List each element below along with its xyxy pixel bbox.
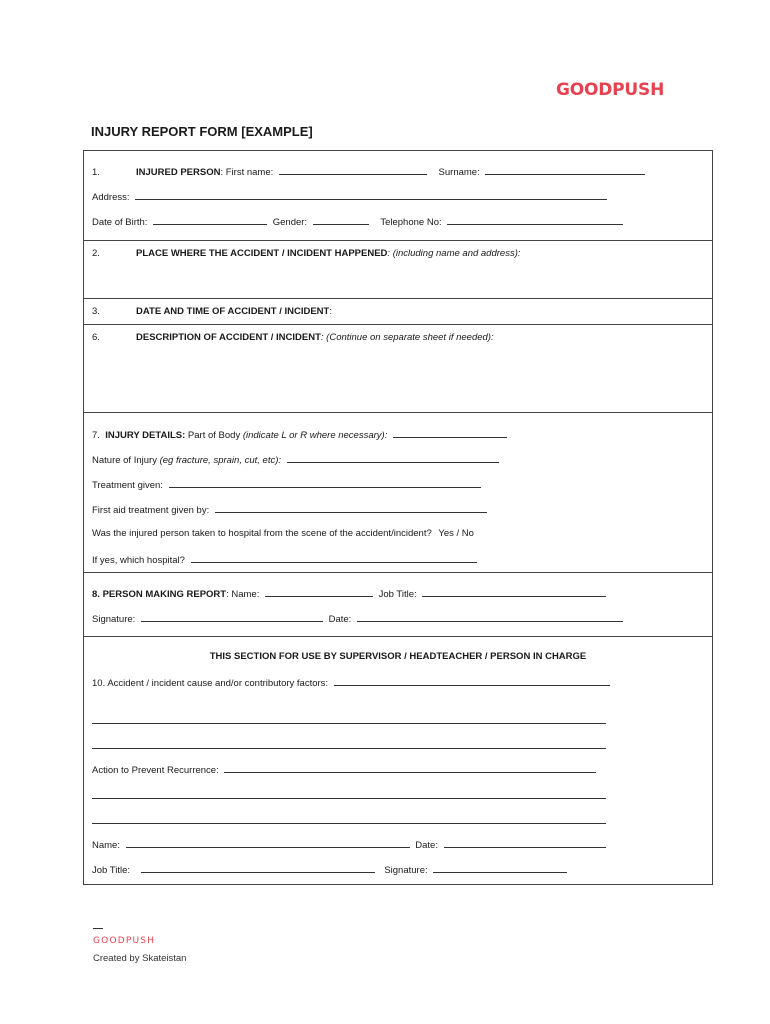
- section-heading: PLACE WHERE THE ACCIDENT / INCIDENT HAPPENED: [136, 248, 388, 259]
- which-hospital-label: If yes, which hospital?: [92, 555, 185, 566]
- injury-report-form: [83, 150, 713, 885]
- section-injury-details: [84, 413, 712, 573]
- section-date-time: [84, 299, 712, 325]
- supervisor-name-label: Name:: [92, 840, 120, 851]
- page-title: INJURY REPORT FORM [EXAMPLE]: [91, 124, 313, 139]
- prevent-field-line-3[interactable]: [92, 823, 606, 824]
- supervisor-date-label: Date:: [415, 840, 438, 851]
- reporter-signature-field[interactable]: [141, 612, 323, 622]
- first-name-field[interactable]: [279, 165, 427, 175]
- telephone-label: Telephone No:: [380, 217, 442, 228]
- section-place: [84, 241, 712, 299]
- supervisor-job-title-label: Job Title:: [92, 865, 131, 876]
- dob-label: Date of Birth:: [92, 217, 148, 228]
- supervisor-job-title-field[interactable]: [141, 863, 375, 873]
- part-of-body-label: Part of Body: [187, 430, 241, 441]
- prevent-field[interactable]: [224, 763, 596, 773]
- section-heading: INJURED PERSON: [136, 167, 221, 178]
- gender-label: Gender:: [272, 217, 308, 228]
- first-aid-label: First aid treatment given by:: [92, 505, 210, 516]
- section-note: : (including name and address):: [387, 248, 521, 259]
- nature-note: (eg fracture, sprain, cut, etc):: [159, 455, 282, 466]
- cause-field-line-3[interactable]: [92, 748, 606, 749]
- section-note: : (Continue on separate sheet if needed):: [320, 332, 494, 343]
- section-heading: DATE AND TIME OF ACCIDENT / INCIDENT: [136, 306, 330, 317]
- nature-label: Nature of Injury: [92, 455, 157, 466]
- cause-field-line-2[interactable]: [92, 723, 606, 724]
- address-label: Address:: [92, 192, 130, 203]
- reporter-name-label: : Name:: [226, 589, 260, 600]
- section-supervisor: [84, 637, 712, 886]
- reporter-date-label: Date:: [328, 614, 352, 625]
- telephone-field[interactable]: [447, 215, 623, 225]
- surname-field[interactable]: [485, 165, 645, 175]
- section-heading: INJURY DETAILS:: [105, 430, 186, 441]
- first-aid-field[interactable]: [215, 503, 487, 513]
- section-description: [84, 325, 712, 413]
- section-person-reporting: [84, 573, 712, 637]
- section-number: 2.: [92, 248, 100, 259]
- which-hospital-field[interactable]: [191, 553, 477, 563]
- yes-no-option[interactable]: Yes / No: [438, 528, 474, 539]
- footer-credit: Created by Skateistan: [93, 953, 187, 964]
- section-number: 3.: [92, 306, 100, 317]
- section-number: 1.: [92, 167, 100, 178]
- section-number: 8.: [92, 589, 100, 600]
- reporter-date-field[interactable]: [357, 612, 623, 622]
- nature-field[interactable]: [287, 453, 499, 463]
- footer-divider: [93, 928, 103, 929]
- supervisor-name-field[interactable]: [126, 838, 410, 848]
- footer-logo: GOODPUSH: [93, 936, 156, 946]
- address-field[interactable]: [135, 190, 607, 200]
- section-heading: PERSON MAKING REPORT: [102, 589, 227, 600]
- reporter-signature-label: Signature:: [92, 614, 136, 625]
- supervisor-heading: THIS SECTION FOR USE BY SUPERVISOR / HEADTEACHER / PERSON IN CHARGE: [209, 651, 587, 662]
- dob-field[interactable]: [153, 215, 267, 225]
- reporter-name-field[interactable]: [265, 587, 373, 597]
- treatment-field[interactable]: [169, 478, 481, 488]
- prevent-field-line-2[interactable]: [92, 798, 606, 799]
- surname-label: Surname:: [438, 167, 480, 178]
- reporter-job-title-label: Job Title:: [378, 589, 417, 600]
- section-number: 6.: [92, 332, 100, 343]
- supervisor-signature-field[interactable]: [433, 863, 567, 873]
- cause-field[interactable]: [334, 676, 610, 686]
- section-heading: DESCRIPTION OF ACCIDENT / INCIDENT: [136, 332, 321, 343]
- prevent-label: Action to Prevent Recurrence:: [92, 765, 219, 776]
- part-of-body-field[interactable]: [393, 428, 507, 438]
- cause-label: 10. Accident / incident cause and/or contributory factors:: [92, 678, 329, 689]
- reporter-job-title-field[interactable]: [422, 587, 606, 597]
- hospital-question: Was the injured person taken to hospital from the scene of the accident/incident?: [92, 528, 432, 539]
- brand-logo: GOODPUSH: [556, 80, 665, 100]
- section-suffix: :: [329, 306, 332, 317]
- first-name-label: : First name:: [220, 167, 274, 178]
- treatment-label: Treatment given:: [92, 480, 163, 491]
- supervisor-date-field[interactable]: [444, 838, 606, 848]
- section-injured-person: [84, 151, 712, 241]
- section-number: 7.: [92, 430, 100, 441]
- supervisor-signature-label: Signature:: [384, 865, 428, 876]
- part-of-body-note: (indicate L or R where necessary):: [242, 430, 388, 441]
- gender-field[interactable]: [313, 215, 369, 225]
